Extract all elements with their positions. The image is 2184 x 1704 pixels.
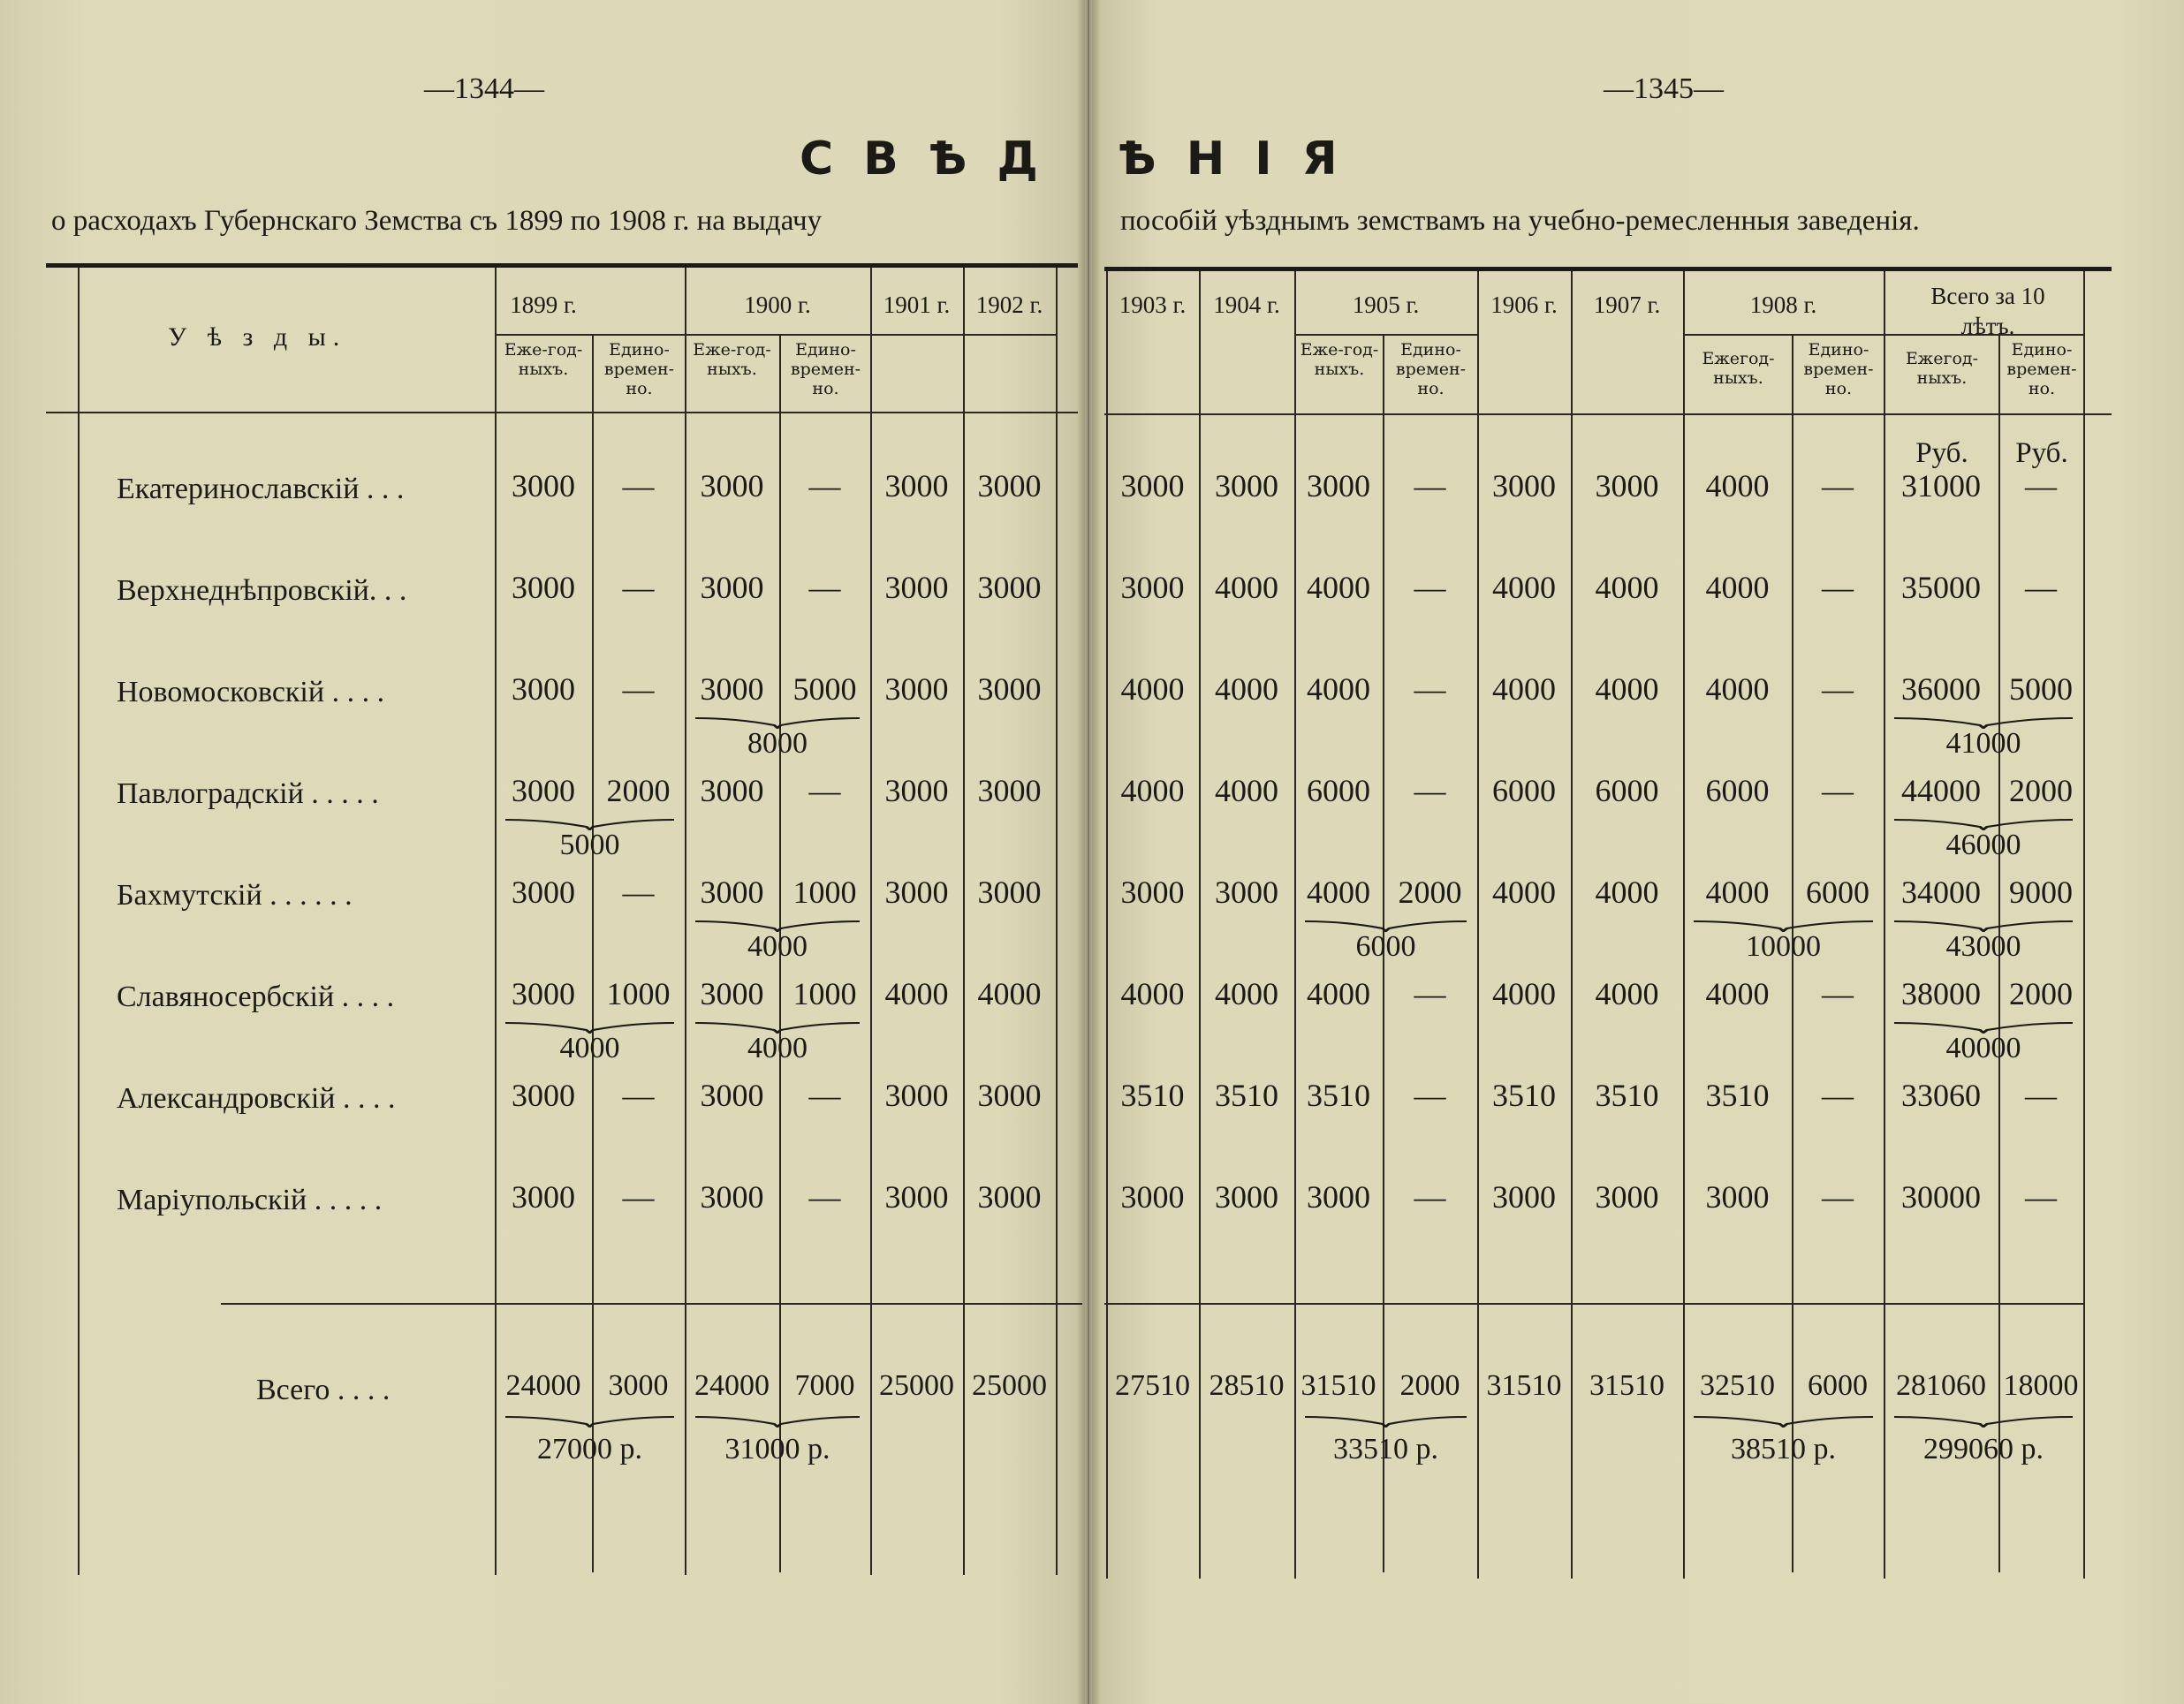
- table-cell: —: [1414, 671, 1446, 707]
- bakhmut-1905-sum: 6000: [1355, 930, 1416, 963]
- table-cell: 1000: [792, 976, 857, 1011]
- table-cell: 2000: [2009, 976, 2073, 1011]
- total-cell: 31510: [1301, 1369, 1376, 1402]
- table-cell: 30000: [1901, 1179, 1981, 1215]
- total-cell: 25000: [879, 1369, 954, 1402]
- rub-label-annual: Руб.: [1915, 437, 1968, 469]
- top-rule-right: [1104, 267, 2112, 271]
- table-cell: 4000: [1705, 570, 1770, 605]
- subheader-line: [870, 334, 1056, 336]
- table-cell: —: [1414, 468, 1446, 504]
- subheader-line: [1294, 334, 1477, 336]
- table-cell: 3000: [977, 468, 1042, 504]
- total-1905-sum: 33510 р.: [1333, 1433, 1438, 1465]
- table-cell: —: [1414, 976, 1446, 1011]
- subheader-line: [495, 334, 870, 336]
- table-cell: 1000: [606, 976, 671, 1011]
- table-cell: —: [808, 570, 841, 605]
- table-cell: 4000: [1595, 570, 1659, 605]
- table-cell: 3000: [512, 976, 575, 1011]
- table-cell: 6000: [1705, 773, 1770, 808]
- table-cell: 3000: [512, 671, 575, 707]
- table-cell: 3000: [884, 1179, 949, 1215]
- table-cell: 3000: [1215, 875, 1278, 910]
- col-header-1899: 1899 г.: [510, 292, 577, 318]
- total-cell: 28510: [1209, 1369, 1285, 1402]
- table-cell: 3000: [1705, 1179, 1770, 1215]
- subheader-annual-1900: Еже-год-ныхъ.: [693, 340, 771, 379]
- table-cell: 3000: [700, 1078, 764, 1113]
- total-cell: 27510: [1115, 1369, 1190, 1402]
- table-cell: 9000: [2009, 875, 2073, 910]
- bakhmut-1900-sum: 4000: [747, 930, 808, 963]
- table-cell: 3000: [700, 875, 764, 910]
- table-cell: 35000: [1901, 570, 1981, 605]
- table-cell: 3000: [884, 1078, 949, 1113]
- table-cell: 6000: [1806, 875, 1869, 910]
- pavlograd-total-sum: 46000: [1945, 829, 2021, 861]
- row-name: Екатеринославскій . . .: [117, 473, 405, 505]
- table-cell: 4000: [1705, 671, 1770, 707]
- table-cell: 2000: [2009, 773, 2073, 808]
- total-cell: 2000: [1399, 1369, 1460, 1402]
- slav-total-sum: 40000: [1945, 1032, 2021, 1064]
- table-cell: 3000: [1120, 570, 1185, 605]
- table-cell: 3000: [884, 570, 949, 605]
- total-cell: 3000: [608, 1369, 669, 1402]
- table-cell: 3000: [700, 1179, 764, 1215]
- subtitle-right: пособій уѣзднымъ земствамъ на учебно-ремесленныя заведенія.: [1120, 205, 1920, 237]
- table-cell: 3000: [1307, 1179, 1370, 1215]
- table-cell: 3000: [700, 570, 764, 605]
- page-number-left: —1344—: [424, 72, 544, 105]
- table-cell: 4000: [1120, 671, 1185, 707]
- table-cell: 3000: [1120, 468, 1185, 504]
- table-cell: 3000: [1492, 1179, 1556, 1215]
- table-cell: 3000: [1120, 875, 1185, 910]
- table-cell: 2000: [1398, 875, 1462, 910]
- subheader-annual-1908: Ежегод-ныхъ.: [1702, 349, 1775, 388]
- table-cell: 6000: [1492, 773, 1556, 808]
- table-cell: 3000: [512, 773, 575, 808]
- top-rule-left: [46, 263, 1078, 268]
- table-cell: 4000: [1705, 976, 1770, 1011]
- total-1905-sum-brace: [1305, 1415, 1467, 1428]
- subheader-once-1905: Едино-времен-но.: [1395, 340, 1467, 398]
- slav-1900-sum: 4000: [747, 1032, 808, 1064]
- total-cell: 32510: [1700, 1369, 1775, 1402]
- table-cell: 4000: [1492, 875, 1556, 910]
- table-cell: 4000: [1120, 976, 1185, 1011]
- table-cell: 33060: [1901, 1078, 1981, 1113]
- table-cell: 4000: [1705, 875, 1770, 910]
- grid-line: [78, 268, 80, 1575]
- table-cell: 3510: [1705, 1078, 1770, 1113]
- title-left-part: СВѢД: [800, 133, 1068, 186]
- table-cell: 4000: [1705, 468, 1770, 504]
- col-header-1906: 1906 г.: [1490, 292, 1558, 318]
- table-cell: —: [622, 875, 655, 910]
- pavlograd-1899-sum: 5000: [559, 829, 620, 861]
- table-cell: —: [808, 1078, 841, 1113]
- grid-line: [1056, 268, 1058, 1575]
- table-cell: 4000: [1492, 976, 1556, 1011]
- table-cell: —: [622, 1078, 655, 1113]
- table-cell: 3510: [1307, 1078, 1370, 1113]
- table-cell: 3000: [977, 570, 1042, 605]
- table-cell: 3000: [1215, 468, 1278, 504]
- table-cell: 2000: [606, 773, 671, 808]
- total-cell: 25000: [972, 1369, 1047, 1402]
- table-cell: —: [622, 671, 655, 707]
- table-cell: 3000: [977, 1078, 1042, 1113]
- table-cell: 3510: [1492, 1078, 1556, 1113]
- table-cell: 6000: [1307, 773, 1370, 808]
- total-cell: 7000: [794, 1369, 855, 1402]
- table-cell: —: [622, 570, 655, 605]
- col-header-1908: 1908 г.: [1749, 292, 1817, 318]
- table-cell: 4000: [1492, 570, 1556, 605]
- table-cell: 3000: [884, 773, 949, 808]
- table-cell: —: [1414, 1179, 1446, 1215]
- col-header-1904: 1904 г.: [1213, 292, 1280, 318]
- table-cell: 44000: [1901, 773, 1981, 808]
- col-header-1902: 1902 г.: [975, 292, 1043, 318]
- header-bottom-right: [1104, 413, 2112, 415]
- table-cell: 3510: [1595, 1078, 1659, 1113]
- table-cell: 3000: [700, 468, 764, 504]
- table-cell: 3000: [700, 976, 764, 1011]
- table-cell: —: [1822, 773, 1854, 808]
- table-cell: 4000: [1215, 671, 1278, 707]
- table-cell: 4000: [1595, 875, 1659, 910]
- table-cell: —: [1822, 1179, 1854, 1215]
- table-cell: 3000: [977, 1179, 1042, 1215]
- table-cell: —: [2025, 468, 2057, 504]
- slav-1899-sum: 4000: [559, 1032, 620, 1064]
- bakhmut-1908-sum: 10000: [1746, 930, 1821, 963]
- table-cell: 3000: [1307, 468, 1370, 504]
- row-name: Верхнеднѣпровскій. . .: [117, 574, 407, 607]
- subheader-once-1899: Едино-времен-но.: [603, 340, 675, 398]
- table-cell: 3510: [1120, 1078, 1185, 1113]
- total-all-sum: 299060 р.: [1923, 1433, 2044, 1465]
- table-cell: —: [808, 773, 841, 808]
- table-cell: —: [808, 468, 841, 504]
- total-1899-sum-brace: [505, 1415, 674, 1428]
- table-cell: 4000: [977, 976, 1042, 1011]
- table-cell: 4000: [1492, 671, 1556, 707]
- total-label: Всего . . . .: [256, 1374, 391, 1406]
- table-cell: 3000: [884, 468, 949, 504]
- header-bottom-left: [46, 412, 1078, 413]
- table-cell: —: [1822, 671, 1854, 707]
- total-1900-sum: 31000 р.: [724, 1433, 830, 1465]
- row-name: Бахмутскій . . . . . .: [117, 879, 353, 912]
- row-name: Славяносербскій . . . .: [117, 981, 395, 1013]
- table-cell: —: [622, 1179, 655, 1215]
- table-cell: —: [1414, 773, 1446, 808]
- subheader-once-1900: Едино-времен-но.: [790, 340, 861, 398]
- novomoskovsk-1900-sum: 8000: [747, 727, 808, 760]
- table-cell: 36000: [1901, 671, 1981, 707]
- table-cell: 4000: [1307, 671, 1370, 707]
- row-name: Новомосковскій . . . .: [117, 676, 385, 708]
- table-cell: —: [2025, 1078, 2057, 1113]
- table-cell: 3000: [512, 468, 575, 504]
- table-cell: 4000: [1595, 976, 1659, 1011]
- table-cell: —: [1822, 976, 1854, 1011]
- grid-line: [2083, 271, 2085, 1579]
- table-cell: —: [1822, 468, 1854, 504]
- row-name: Маріупольскій . . . . .: [117, 1184, 383, 1216]
- col-header-1901: 1901 г.: [883, 292, 951, 318]
- total-cell: 18000: [2003, 1369, 2079, 1402]
- table-cell: 3000: [1595, 1179, 1659, 1215]
- total-1899-sum: 27000 р.: [537, 1433, 642, 1465]
- col-header-1905: 1905 г.: [1352, 292, 1420, 318]
- table-cell: 4000: [1215, 570, 1278, 605]
- table-cell: 3510: [1215, 1078, 1278, 1113]
- total-cell: 281060: [1896, 1369, 1986, 1402]
- table-cell: 3000: [884, 875, 949, 910]
- page-number-right: —1345—: [1604, 72, 1724, 105]
- table-cell: 3000: [1120, 1179, 1185, 1215]
- subheader-annual-1899: Еже-год-ныхъ.: [504, 340, 583, 379]
- table-cell: 34000: [1901, 875, 1981, 910]
- col-header-uezdy: У ѣ з д ы.: [168, 322, 347, 352]
- table-cell: 3000: [977, 773, 1042, 808]
- table-cell: 3000: [1492, 468, 1556, 504]
- table-cell: 3000: [512, 570, 575, 605]
- table-cell: 4000: [1595, 671, 1659, 707]
- col-header-total: Всего за 10 лѣтъ.: [1930, 283, 2045, 339]
- total-cell: 24000: [694, 1369, 770, 1402]
- total-1908-sum-brace: [1694, 1415, 1873, 1428]
- table-cell: —: [2025, 570, 2057, 605]
- table-cell: 3000: [512, 1078, 575, 1113]
- table-cell: 4000: [884, 976, 949, 1011]
- subheader-annual-total: Ежегод-ныхъ.: [1905, 349, 1979, 388]
- table-cell: 3000: [977, 671, 1042, 707]
- table-cell: —: [1822, 1078, 1854, 1113]
- col-header-1907: 1907 г.: [1593, 292, 1661, 318]
- table-cell: 5000: [2009, 671, 2073, 707]
- table-cell: 3000: [700, 773, 764, 808]
- row-name: Павлоградскій . . . . .: [117, 777, 379, 810]
- table-cell: 4000: [1215, 976, 1278, 1011]
- subtitle-left: о расходахъ Губернскаго Земства съ 1899 по 1908 г. на выдачу: [51, 205, 823, 237]
- bakhmut-total-sum: 43000: [1945, 930, 2021, 963]
- total-1900-sum-brace: [695, 1415, 860, 1428]
- table-cell: 3000: [512, 875, 575, 910]
- table-cell: —: [1414, 570, 1446, 605]
- table-cell: 3000: [512, 1179, 575, 1215]
- table-cell: 3000: [1215, 1179, 1278, 1215]
- total-1908-sum: 38510 р.: [1731, 1433, 1836, 1465]
- subheader-once-1908: Едино-времен-но.: [1803, 340, 1874, 398]
- table-cell: —: [2025, 1179, 2057, 1215]
- row-name: Александровскій . . . .: [117, 1082, 396, 1115]
- col-header-1900: 1900 г.: [744, 292, 811, 318]
- book-gutter: [1076, 0, 1101, 1704]
- total-cell: 6000: [1808, 1369, 1868, 1402]
- total-separator-left: [221, 1303, 1082, 1305]
- table-cell: 4000: [1307, 875, 1370, 910]
- table-cell: 4000: [1215, 773, 1278, 808]
- table-cell: 3000: [884, 671, 949, 707]
- total-cell: 31510: [1486, 1369, 1562, 1402]
- table-cell: —: [622, 468, 655, 504]
- total-cell: 31510: [1589, 1369, 1665, 1402]
- table-cell: 3000: [977, 875, 1042, 910]
- table-cell: 3000: [700, 671, 764, 707]
- total-separator-right: [1104, 1303, 2083, 1305]
- table-cell: 3000: [1595, 468, 1659, 504]
- subheader-once-total: Едино-времен-но.: [2006, 340, 2077, 398]
- total-cell: 24000: [505, 1369, 581, 1402]
- table-cell: —: [808, 1179, 841, 1215]
- table-cell: 6000: [1595, 773, 1659, 808]
- rub-label-once: Руб.: [2015, 437, 2068, 469]
- novomoskovsk-total-sum: 41000: [1945, 727, 2021, 760]
- table-cell: 5000: [792, 671, 857, 707]
- table-cell: 4000: [1120, 773, 1185, 808]
- col-header-1903: 1903 г.: [1119, 292, 1187, 318]
- table-cell: 1000: [792, 875, 857, 910]
- table-cell: 38000: [1901, 976, 1981, 1011]
- table-cell: 4000: [1307, 976, 1370, 1011]
- table-cell: —: [1414, 1078, 1446, 1113]
- subheader-annual-1905: Еже-год-ныхъ.: [1300, 340, 1379, 379]
- title-right-part: ѢНІЯ: [1118, 133, 1368, 186]
- table-cell: —: [1822, 570, 1854, 605]
- table-cell: 4000: [1307, 570, 1370, 605]
- table-cell: 31000: [1901, 468, 1981, 504]
- total-all-sum-brace: [1894, 1415, 2073, 1428]
